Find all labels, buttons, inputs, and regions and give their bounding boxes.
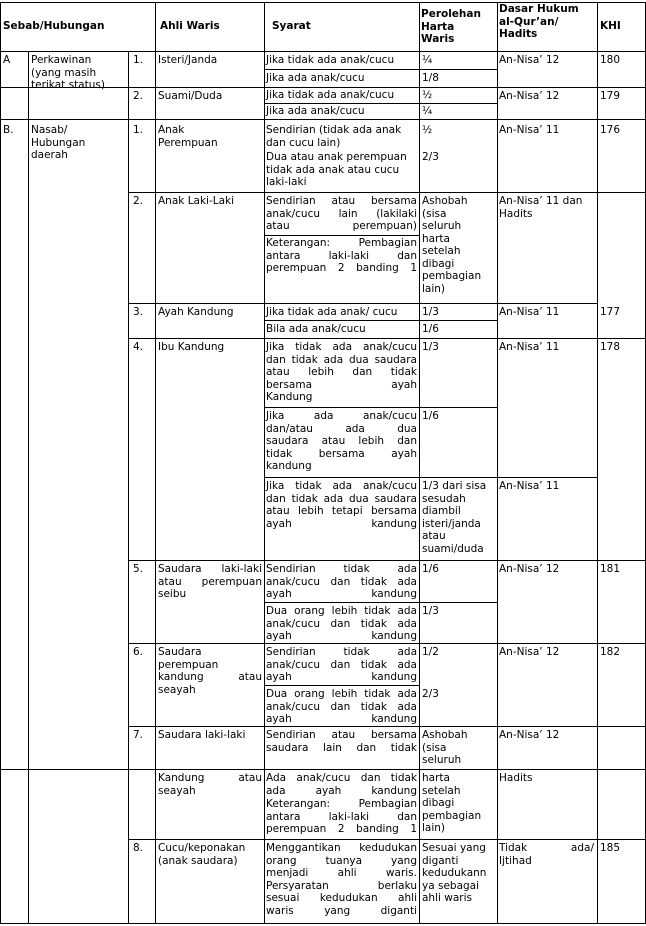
section-sebab-a: Perkawinan (yang masih terikat status): [31, 54, 105, 91]
row-number: 2.: [133, 195, 144, 207]
divider: [264, 235, 419, 236]
row-number: 2.: [133, 90, 144, 102]
dasar-hukum: An-Nisa’ 11: [499, 306, 560, 318]
divider: [128, 303, 597, 304]
section-label-a: A: [3, 54, 11, 66]
header-dasar-hukum: Dasar Hukum al-Qur’an/ Hadits: [499, 3, 579, 40]
ahli-waris: Saudara laki-laki: [158, 729, 246, 741]
perolehan: 1/6: [422, 563, 439, 575]
perolehan: 1/8: [422, 72, 439, 84]
ahli-waris: Ayah Kandung: [158, 306, 234, 318]
syarat: Keterangan: Pembagian antara laki-laki dan perempuan 2 banding 1: [266, 798, 417, 835]
perolehan: 2/3: [422, 688, 439, 700]
ahli-waris: Ibu Kandung: [158, 341, 225, 353]
ahli-waris: Cucu/keponakan (anak saudara): [158, 842, 246, 867]
ahli-waris: Kandung atau seayah: [158, 772, 262, 797]
divider: [264, 477, 597, 478]
header-perolehan: Perolehan Harta Waris: [421, 8, 481, 45]
perolehan: 1/2: [422, 646, 439, 658]
khi: 177: [600, 306, 621, 318]
divider: [419, 2, 420, 923]
perolehan: ½: [422, 124, 433, 136]
divider: [264, 320, 497, 321]
divider: [264, 69, 497, 70]
divider: [597, 2, 598, 923]
perolehan: ½: [422, 89, 433, 101]
divider: [28, 51, 29, 923]
khi: 176: [600, 124, 621, 136]
syarat: Jika ada anak/cucu: [266, 105, 365, 117]
syarat: Ada anak/cucu dan tidak ada ayah kandung: [266, 772, 417, 797]
perolehan: 1/3: [422, 306, 439, 318]
perolehan: 1/6: [422, 410, 439, 422]
khi: 185: [600, 842, 621, 854]
header-syarat: Syarat: [272, 20, 311, 32]
perolehan: 1/6: [422, 323, 439, 335]
dasar-hukum: An-Nisa’ 11: [499, 341, 560, 353]
syarat: Sendirian tidak ada anak/cucu dan tidak ada ayah kandung: [266, 563, 417, 600]
ahli-waris: Isteri/Janda: [158, 54, 218, 66]
divider: [264, 103, 497, 104]
perolehan: ¼: [422, 105, 433, 117]
divider: [128, 643, 646, 644]
row-number: 1.: [133, 124, 144, 136]
dasar-hukum: An-Nisa’ 12: [499, 54, 560, 66]
syarat: Menggantikan kedudukan orang tuanya yang menjadi ahli waris. Persyaratan berlaku sesuai kedudukan ahli waris yang diganti: [266, 842, 417, 917]
divider: [264, 407, 497, 408]
dasar-hukum: An-Nisa’ 11 dan Hadits: [499, 195, 583, 220]
divider: [264, 2, 265, 923]
dasar-hukum: An-Nisa’ 12: [499, 729, 560, 741]
dasar-hukum: Tidak ada/ Ijtihad: [499, 842, 594, 867]
perolehan: Ashobah (sisa seluruh harta setelah dibagi pembagian lain): [422, 195, 482, 295]
dasar-hukum: An-Nisa’ 11: [499, 124, 560, 136]
divider: [264, 602, 497, 603]
divider: [128, 192, 646, 193]
divider: [497, 2, 498, 923]
divider: [128, 726, 646, 727]
syarat: Jika ada anak/cucu dan/atau ada dua saudara atau lebih dan tidak bersama ayah kandung: [266, 410, 417, 472]
dasar-hukum: An-Nisa’ 12: [499, 646, 560, 658]
perolehan: 2/3: [422, 151, 439, 163]
row-number: 6.: [133, 646, 144, 658]
syarat: Jika tidak ada anak/cucu dan tidak ada dua saudara atau lebih dan tidak bersama ayah Kandung: [266, 341, 417, 403]
syarat: Sendirian (tidak ada anak dan cucu lain): [266, 124, 402, 149]
divider: [0, 769, 646, 770]
khi: 178: [600, 341, 621, 353]
divider: [0, 923, 646, 924]
perolehan: 1/3 dari sisa sesudah diambil isteri/janda atau suami/duda: [422, 480, 487, 555]
perolehan: harta setelah dibagi pembagian lain): [422, 772, 482, 834]
syarat: Sendirian atau bersama anak/cucu lain (lakilaki atau perempuan): [266, 195, 417, 232]
row-number: 5.: [133, 563, 144, 575]
khi: 182: [600, 646, 621, 658]
divider: [128, 338, 646, 339]
divider: [128, 560, 646, 561]
row-number: 4.: [133, 341, 144, 353]
divider: [0, 2, 1, 923]
perolehan: 1/3: [422, 341, 439, 353]
perolehan: 1/3: [422, 605, 439, 617]
syarat: Dua orang lebih tidak ada anak/cucu dan tidak ada ayah kandung: [266, 688, 417, 725]
ahli-waris: Suami/Duda: [158, 90, 223, 102]
row-number: 3.: [133, 306, 144, 318]
syarat: Jika tidak ada anak/cucu: [266, 54, 395, 66]
ahli-waris: Anak Laki-Laki: [158, 195, 235, 207]
syarat: Bila ada anak/cucu: [266, 323, 366, 335]
divider: [128, 839, 646, 840]
dasar-hukum: An-Nisa’ 12: [499, 90, 560, 102]
dasar-hukum: Hadits: [499, 772, 533, 784]
divider: [155, 2, 156, 923]
ahli-waris: Anak Perempuan: [158, 124, 218, 149]
khi: 179: [600, 90, 621, 102]
ahli-waris: Saudara laki-laki atau perempuan seibu: [158, 563, 262, 600]
row-number: 8.: [133, 842, 144, 854]
divider: [0, 119, 646, 120]
syarat: Dua orang lebih tidak ada anak/cucu dan tidak ada ayah kandung: [266, 605, 417, 642]
dasar-hukum: An-Nisa’ 11: [499, 480, 560, 492]
row-number: 1.: [133, 54, 144, 66]
header-sebab: Sebab/Hubungan: [3, 20, 105, 32]
header-khi: KHI: [600, 20, 621, 32]
syarat: Sendirian atau bersama saudara lain dan tidak: [266, 729, 417, 754]
section-sebab-b: Nasab/ Hubungan daerah: [31, 124, 86, 161]
syarat: Sendirian tidak ada anak/cucu dan tidak ada ayah kandung: [266, 646, 417, 683]
divider: [128, 51, 129, 923]
header-ahli-waris: Ahli Waris: [160, 20, 220, 32]
syarat: Jika tidak ada anak/ cucu: [266, 306, 398, 318]
khi: 181: [600, 563, 621, 575]
syarat: Jika tidak ada anak/cucu: [266, 89, 395, 101]
perolehan: Sesuai yang diganti kedudukann ya sebagai ahli waris: [422, 842, 487, 904]
perolehan: Ashobah (sisa seluruh: [422, 729, 468, 766]
ahli-waris: Saudara perempuan kandung atau seayah: [158, 646, 262, 696]
row-number: 7.: [133, 729, 144, 741]
divider: [264, 685, 419, 686]
khi: 180: [600, 54, 621, 66]
divider: [0, 51, 646, 52]
syarat: Dua atau anak perempuan tidak ada anak atau cucu laki-laki: [266, 151, 407, 188]
syarat: Keterangan: Pembagian antara laki-laki dan perempuan 2 banding 1: [266, 237, 417, 274]
syarat: Jika ada anak/cucu: [266, 72, 365, 84]
syarat: Jika tidak ada anak/cucu dan tidak ada dua saudara atau lebih tetapi bersama ayah kandung: [266, 480, 417, 530]
perolehan: ¼: [422, 54, 433, 66]
dasar-hukum: An-Nisa’ 12: [499, 563, 560, 575]
section-label-b: B.: [3, 124, 14, 136]
